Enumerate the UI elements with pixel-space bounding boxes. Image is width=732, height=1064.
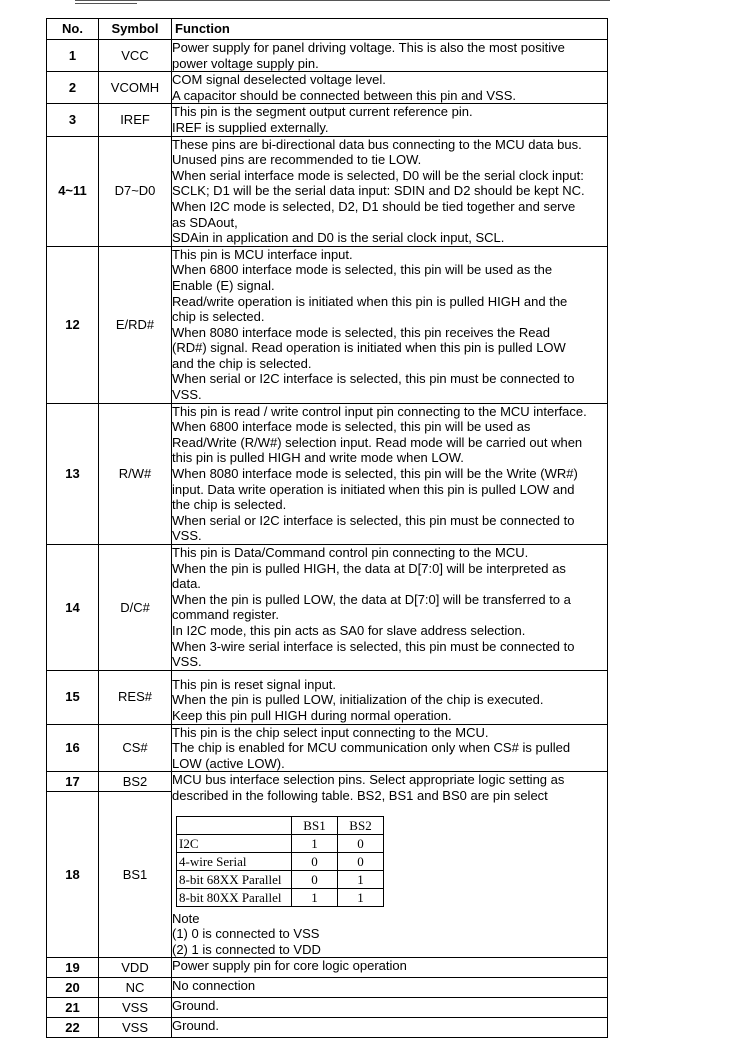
header-function: Function bbox=[172, 19, 608, 40]
note-line: Note bbox=[172, 910, 200, 926]
pin-number: 15 bbox=[47, 670, 99, 724]
bs-header-bs1: BS1 bbox=[292, 816, 338, 834]
function-line: These pins are bi-directional data bus connecting to the MCU data bus. bbox=[172, 136, 582, 152]
table-row bbox=[47, 978, 608, 998]
function-line: When the pin is pulled HIGH, the data at D[7:0] will be interpreted as bbox=[172, 560, 566, 576]
note-line: (1) 0 is connected to VSS bbox=[172, 926, 320, 942]
function-line: SCLK; D1 will be the serial data input: SDIN and D2 should be kept NC. bbox=[172, 183, 585, 199]
pin-function bbox=[172, 246, 608, 403]
pin-function bbox=[172, 403, 608, 544]
function-line: This pin is Data/Command control pin connecting to the MCU. bbox=[172, 545, 529, 560]
pin-number: 22 bbox=[47, 1018, 99, 1038]
pin-symbol: BS1 bbox=[99, 792, 172, 958]
function-line: This pin is the chip select input connecting to the MCU. bbox=[172, 724, 489, 740]
table-header-row bbox=[47, 19, 608, 40]
header-no: No. bbox=[47, 19, 99, 40]
function-line: Unused pins are recommended to tie LOW. bbox=[172, 152, 422, 168]
pin-symbol: D7~D0 bbox=[99, 136, 172, 246]
table-row bbox=[47, 246, 608, 403]
function-line: as SDAout, bbox=[172, 214, 238, 230]
function-line: chip is selected. bbox=[172, 309, 265, 325]
pin-function bbox=[172, 670, 608, 724]
function-line: This pin is the segment output current reference pin. bbox=[172, 104, 473, 120]
pin-function: Ground. bbox=[172, 1018, 608, 1038]
table-row bbox=[47, 136, 608, 246]
function-line: In I2C mode, this pin acts as SA0 for slave address selection. bbox=[172, 622, 526, 638]
table-row bbox=[47, 40, 608, 72]
table-row bbox=[47, 403, 608, 544]
table-row bbox=[47, 998, 608, 1018]
function-line: This pin is reset signal input. bbox=[172, 676, 337, 692]
pin-function bbox=[172, 545, 608, 671]
bs1-value: 1 bbox=[292, 888, 338, 906]
table-row bbox=[47, 72, 608, 104]
function-line: VSS. bbox=[172, 654, 202, 670]
function-line: When serial or I2C interface is selected, this pin must be connected to bbox=[172, 371, 575, 387]
bs-row bbox=[177, 852, 384, 870]
bs2-value: 0 bbox=[338, 852, 384, 870]
function-line: Read/Write (R/W#) selection input. Read mode will be carried out when bbox=[172, 434, 583, 450]
function-line: LOW (active LOW). bbox=[172, 755, 285, 771]
bs2-value: 1 bbox=[338, 870, 384, 888]
function-line: and the chip is selected. bbox=[172, 355, 312, 371]
pin-number: 14 bbox=[47, 545, 99, 671]
function-line: Read/write operation is initiated when this pin is pulled HIGH and the bbox=[172, 293, 568, 309]
function-line: A capacitor should be connected between this pin and VSS. bbox=[172, 87, 517, 103]
function-line: this pin is pulled HIGH and write mode when LOW. bbox=[172, 450, 464, 466]
function-line: When 8080 interface mode is selected, this pin receives the Read bbox=[172, 324, 550, 340]
header-symbol: Symbol bbox=[99, 19, 172, 40]
bs1-value: 1 bbox=[292, 834, 338, 852]
function-line: VSS. bbox=[172, 528, 202, 544]
function-line: When 6800 interface mode is selected, this pin will be used as the bbox=[172, 262, 553, 278]
top-rule-short bbox=[75, 3, 137, 4]
function-line: The chip is enabled for MCU communication only when CS# is pulled bbox=[172, 740, 571, 756]
pin-number: 21 bbox=[47, 998, 99, 1018]
pin-symbol: VDD bbox=[99, 958, 172, 978]
function-line: power voltage supply pin. bbox=[172, 55, 319, 71]
function-line: Keep this pin pull HIGH during normal operation. bbox=[172, 707, 452, 723]
pin-function-bs bbox=[172, 772, 608, 958]
pin-symbol: VSS bbox=[99, 998, 172, 1018]
function-line: When serial or I2C interface is selected, this pin must be connected to bbox=[172, 512, 575, 528]
pin-number: 12 bbox=[47, 246, 99, 403]
pin-symbol: R/W# bbox=[99, 403, 172, 544]
function-line: data. bbox=[172, 576, 201, 592]
pin-symbol: VCC bbox=[99, 40, 172, 72]
bs-mode-label: 8-bit 80XX Parallel bbox=[177, 888, 292, 906]
bs-logic-table-wrap bbox=[172, 804, 607, 911]
pin-number: 4~11 bbox=[47, 136, 99, 246]
bs-corner bbox=[177, 816, 292, 834]
function-line: This pin is MCU interface input. bbox=[172, 246, 353, 262]
bs-row bbox=[177, 834, 384, 852]
pin-number: 3 bbox=[47, 104, 99, 136]
bs-header-bs2: BS2 bbox=[338, 816, 384, 834]
table-body bbox=[47, 40, 608, 1038]
table-row-bs2 bbox=[47, 772, 608, 792]
pin-symbol: D/C# bbox=[99, 545, 172, 671]
function-line: When serial interface mode is selected, D0 will be the serial clock input: bbox=[172, 167, 584, 183]
pin-description-table bbox=[46, 18, 608, 1038]
pin-symbol: RES# bbox=[99, 670, 172, 724]
top-rule bbox=[75, 0, 610, 1]
pin-number: 17 bbox=[47, 772, 99, 792]
pin-function bbox=[172, 72, 608, 104]
table-row bbox=[47, 958, 608, 978]
bs-mode-label: I2C bbox=[177, 834, 292, 852]
function-line: When the pin is pulled LOW, the data at D[7:0] will be transferred to a bbox=[172, 591, 571, 607]
bs-header-row bbox=[177, 816, 384, 834]
function-line: When I2C mode is selected, D2, D1 should be tied together and serve bbox=[172, 198, 576, 214]
table-row bbox=[47, 670, 608, 724]
bs2-value: 0 bbox=[338, 834, 384, 852]
table-row bbox=[47, 104, 608, 136]
pin-symbol: VCOMH bbox=[99, 72, 172, 104]
function-line: Enable (E) signal. bbox=[172, 277, 275, 293]
bs2-value: 1 bbox=[338, 888, 384, 906]
pin-function bbox=[172, 104, 608, 136]
bs-logic-table bbox=[176, 816, 384, 907]
pin-number: 18 bbox=[47, 792, 99, 958]
pin-symbol: NC bbox=[99, 978, 172, 998]
table-row bbox=[47, 724, 608, 772]
pin-number: 2 bbox=[47, 72, 99, 104]
function-line: SDAin in application and D0 is the serial clock input, SCL. bbox=[172, 230, 505, 246]
pin-number: 20 bbox=[47, 978, 99, 998]
bs1-value: 0 bbox=[292, 870, 338, 888]
pin-function: No connection bbox=[172, 978, 608, 998]
pin-symbol: IREF bbox=[99, 104, 172, 136]
pin-number: 1 bbox=[47, 40, 99, 72]
function-line: input. Data write operation is initiated when this pin is pulled LOW and bbox=[172, 481, 575, 497]
pin-symbol: VSS bbox=[99, 1018, 172, 1038]
function-line: described in the following table. BS2, BS1 and BS0 are pin select bbox=[172, 787, 548, 803]
table-row bbox=[47, 545, 608, 671]
pin-function: Ground. bbox=[172, 998, 608, 1018]
bs-mode-label: 4-wire Serial bbox=[177, 852, 292, 870]
function-line: When 6800 interface mode is selected, this pin will be used as bbox=[172, 419, 531, 435]
function-line: When 8080 interface mode is selected, this pin will be the Write (WR#) bbox=[172, 466, 578, 482]
pin-symbol: E/RD# bbox=[99, 246, 172, 403]
pin-symbol: CS# bbox=[99, 724, 172, 772]
bs-row bbox=[177, 870, 384, 888]
bs-row bbox=[177, 888, 384, 906]
bs-mode-label: 8-bit 68XX Parallel bbox=[177, 870, 292, 888]
note-line: (2) 1 is connected to VDD bbox=[172, 941, 321, 957]
function-line: When the pin is pulled LOW, initialization of the chip is executed. bbox=[172, 692, 544, 708]
pin-function bbox=[172, 136, 608, 246]
pin-number: 19 bbox=[47, 958, 99, 978]
table-row bbox=[47, 1018, 608, 1038]
bs1-value: 0 bbox=[292, 852, 338, 870]
function-line: MCU bus interface selection pins. Select appropriate logic setting as bbox=[172, 772, 565, 788]
pin-number: 13 bbox=[47, 403, 99, 544]
function-line: command register. bbox=[172, 607, 279, 623]
pin-function bbox=[172, 724, 608, 772]
pin-function: Power supply pin for core logic operation bbox=[172, 958, 608, 978]
pin-symbol: BS2 bbox=[99, 772, 172, 792]
function-line: IREF is supplied externally. bbox=[172, 119, 329, 135]
function-line: the chip is selected. bbox=[172, 497, 287, 513]
pin-function bbox=[172, 40, 608, 72]
pin-number: 16 bbox=[47, 724, 99, 772]
function-line: (RD#) signal. Read operation is initiated when this pin is pulled LOW bbox=[172, 340, 566, 356]
function-line: When 3-wire serial interface is selected, this pin must be connected to bbox=[172, 638, 575, 654]
function-line: This pin is read / write control input pin connecting to the MCU interface. bbox=[172, 403, 587, 419]
function-line: COM signal deselected voltage level. bbox=[172, 72, 386, 88]
function-line: VSS. bbox=[172, 387, 202, 403]
function-line: Power supply for panel driving voltage. This is also the most positive bbox=[172, 40, 565, 55]
